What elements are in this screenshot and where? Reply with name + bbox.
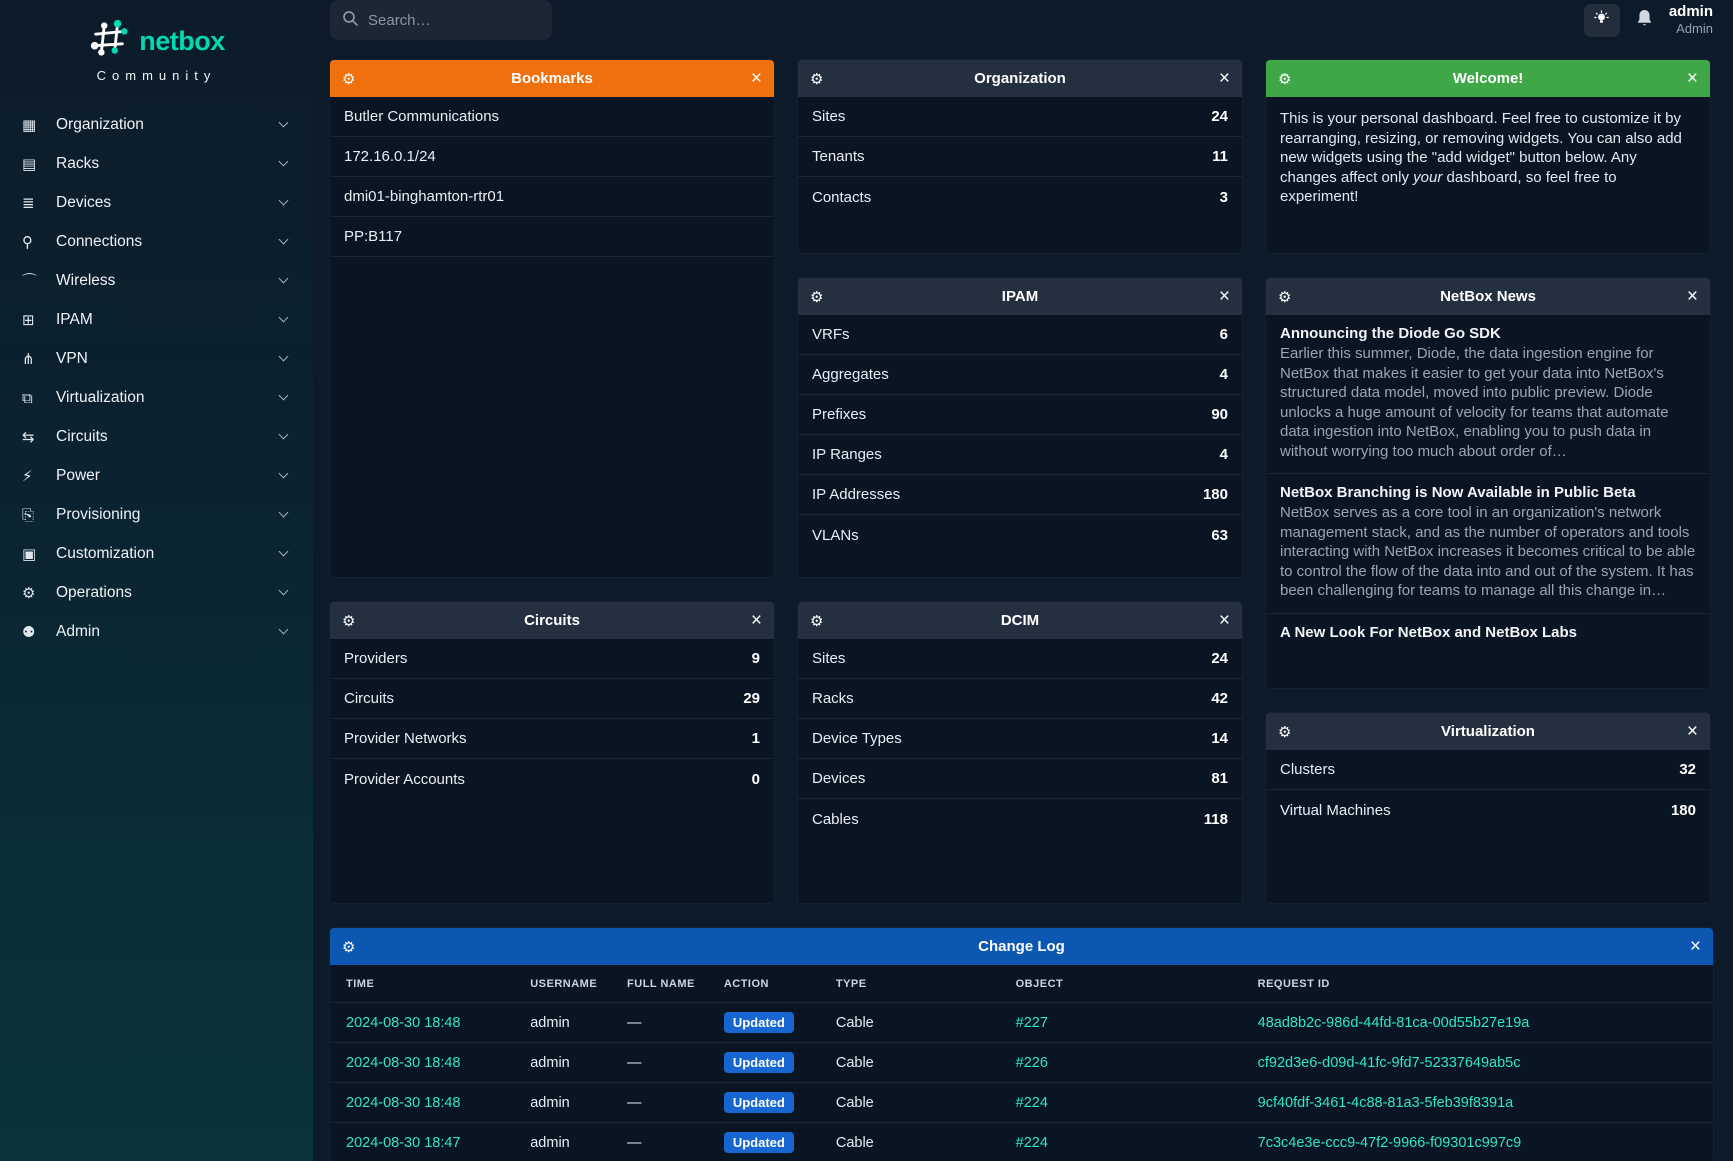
changelog-fullname: — bbox=[619, 1123, 716, 1161]
stat-row[interactable] bbox=[798, 177, 1242, 217]
chevron-down-icon bbox=[279, 508, 289, 518]
changelog-type: Cable bbox=[828, 1003, 1008, 1043]
organization-icon: ▦ bbox=[22, 115, 37, 134]
provisioning-icon: ⎘ bbox=[22, 505, 35, 524]
sidebar-item-devices[interactable] bbox=[0, 183, 313, 222]
stat-value: 4 bbox=[1219, 366, 1228, 383]
changelog-type: Cable bbox=[828, 1083, 1008, 1123]
changelog-object-link[interactable]: #224 bbox=[1015, 1134, 1048, 1151]
chevron-down-icon bbox=[279, 274, 289, 284]
changelog-request-id-link[interactable]: 9cf40fdf-3461-4c88-81a3-5feb39f8391a bbox=[1257, 1094, 1514, 1111]
bookmark-item[interactable]: dmi01-binghamton-rtr01 bbox=[330, 177, 774, 217]
gear-icon[interactable]: ⚙ bbox=[810, 611, 824, 630]
dcim-stats bbox=[798, 639, 1242, 839]
chevron-down-icon bbox=[279, 625, 289, 635]
news-list bbox=[1266, 315, 1710, 655]
stat-row[interactable] bbox=[330, 679, 774, 719]
changelog-request-id-link[interactable]: 48ad8b2c-986d-44fd-81ca-00d55b27e19a bbox=[1257, 1014, 1530, 1031]
stat-label: VLANs bbox=[812, 526, 859, 544]
stat-value: 180 bbox=[1202, 486, 1228, 503]
gear-icon[interactable]: ⚙ bbox=[1278, 69, 1292, 88]
sidebar bbox=[0, 0, 313, 1161]
close-icon[interactable]: × bbox=[1218, 610, 1230, 631]
news-item-title[interactable]: A New Look For NetBox and NetBox Labs bbox=[1280, 623, 1577, 641]
changelog-row bbox=[330, 1083, 1713, 1123]
customization-icon: ▣ bbox=[22, 544, 37, 563]
stat-label: Circuits bbox=[344, 690, 395, 707]
news-item bbox=[1266, 315, 1710, 474]
changelog-time-link[interactable]: 2024-08-30 18:48 bbox=[346, 1054, 461, 1071]
organization-stats bbox=[798, 97, 1242, 217]
sidebar-item-ipam[interactable] bbox=[0, 300, 313, 339]
stat-row[interactable] bbox=[798, 395, 1242, 435]
gear-icon[interactable]: ⚙ bbox=[342, 937, 356, 956]
widget-circuits-header bbox=[330, 602, 774, 639]
changelog-request-id-link[interactable]: 7c3c4e3e-ccc9-47f2-9966-f09301c997c9 bbox=[1257, 1134, 1522, 1151]
bookmark-item[interactable]: Butler Communications bbox=[330, 97, 774, 137]
stat-value: 81 bbox=[1211, 770, 1228, 787]
changelog-row bbox=[330, 1123, 1713, 1161]
stat-label: Clusters bbox=[1280, 761, 1336, 778]
stat-value: 24 bbox=[1211, 108, 1228, 125]
dashboard bbox=[313, 40, 1733, 1161]
widget-title: Organization bbox=[974, 70, 1066, 87]
lightbulb-icon bbox=[1593, 10, 1610, 30]
action-badge: Updated bbox=[724, 1092, 794, 1113]
sidebar-item-operations[interactable] bbox=[0, 573, 313, 612]
chevron-down-icon bbox=[279, 235, 289, 245]
stat-label: Providers bbox=[344, 650, 408, 667]
stat-value: 1 bbox=[751, 730, 760, 747]
stat-row[interactable] bbox=[330, 639, 774, 679]
changelog-username: admin bbox=[522, 1083, 619, 1123]
sidebar-item-power[interactable] bbox=[0, 456, 313, 495]
bookmarks-list bbox=[330, 97, 774, 257]
action-badge: Updated bbox=[724, 1132, 794, 1153]
widget-title: DCIM bbox=[1000, 612, 1040, 629]
stat-row[interactable] bbox=[798, 799, 1242, 839]
sidebar-item-label: Virtualization bbox=[56, 388, 145, 406]
stat-value: 9 bbox=[751, 650, 760, 667]
widget-title: Virtualization bbox=[1441, 723, 1535, 740]
changelog-time-link[interactable]: 2024-08-30 18:47 bbox=[346, 1134, 461, 1151]
changelog-object-link[interactable]: #227 bbox=[1015, 1014, 1048, 1031]
changelog-username: admin bbox=[522, 1003, 619, 1043]
widget-virtualization bbox=[1266, 713, 1710, 903]
stat-row[interactable] bbox=[798, 97, 1242, 137]
widget-bookmarks-header bbox=[330, 60, 774, 97]
chevron-down-icon bbox=[279, 313, 289, 323]
bell-icon bbox=[1636, 9, 1653, 31]
widget-organization-header bbox=[798, 60, 1242, 97]
changelog-fullname: — bbox=[619, 1043, 716, 1083]
changelog-column-header: FULL NAME bbox=[619, 965, 716, 1003]
connections-icon: ⚲ bbox=[22, 232, 33, 251]
news-item-body: NetBox serves as a core tool in an organization's network management stack, and as the number of operators and tools interacting with NetBox increases it becomes critical to be able to control the flow of the data into and out of the system. It has been challenging for teams to manage all this change in… bbox=[1280, 504, 1696, 599]
changelog-column-header: TIME bbox=[330, 965, 522, 1003]
stat-row[interactable] bbox=[330, 759, 774, 799]
light-mode-toggle-button[interactable] bbox=[1584, 4, 1620, 37]
sidebar-item-admin[interactable] bbox=[0, 612, 313, 651]
gear-icon[interactable]: ⚙ bbox=[810, 287, 824, 306]
stat-label: Provider Accounts bbox=[344, 770, 465, 788]
stat-value: 118 bbox=[1203, 810, 1228, 828]
changelog-column-header: REQUEST ID bbox=[1250, 965, 1713, 1003]
stat-value: 6 bbox=[1219, 326, 1228, 343]
widget-ipam bbox=[798, 278, 1242, 577]
sidebar-item-label: Devices bbox=[56, 193, 112, 211]
stat-row[interactable] bbox=[330, 719, 774, 759]
close-icon[interactable]: × bbox=[750, 68, 762, 89]
devices-icon: ≣ bbox=[22, 193, 35, 212]
stat-value: 180 bbox=[1670, 801, 1696, 819]
stat-label: VRFs bbox=[812, 326, 850, 343]
stat-row[interactable] bbox=[798, 435, 1242, 475]
user-menu[interactable] bbox=[1669, 3, 1713, 37]
widget-ipam-header bbox=[798, 278, 1242, 315]
close-icon[interactable]: × bbox=[1686, 68, 1698, 89]
stat-row[interactable] bbox=[1266, 790, 1710, 830]
changelog-table bbox=[330, 965, 1713, 1161]
stat-row[interactable] bbox=[798, 759, 1242, 799]
circuits-stats bbox=[330, 639, 774, 799]
sidebar-item-circuits[interactable] bbox=[0, 417, 313, 456]
widget-dcim bbox=[798, 602, 1242, 903]
sidebar-item-label: VPN bbox=[56, 349, 88, 367]
widget-title: Welcome! bbox=[1452, 70, 1524, 87]
changelog-column-header: ACTION bbox=[716, 965, 828, 1003]
widget-news-header bbox=[1266, 278, 1710, 315]
stat-label: Sites bbox=[812, 108, 846, 125]
search-icon bbox=[342, 10, 358, 31]
sidebar-item-label: Customization bbox=[56, 544, 155, 562]
sidebar-item-label: Racks bbox=[56, 154, 100, 172]
close-icon[interactable]: × bbox=[1686, 721, 1698, 742]
changelog-column-header: OBJECT bbox=[1008, 965, 1250, 1003]
widget-title: Circuits bbox=[524, 612, 580, 629]
stat-value: 29 bbox=[743, 690, 760, 707]
sidebar-item-label: Connections bbox=[56, 232, 143, 250]
chevron-down-icon bbox=[279, 157, 289, 167]
changelog-request-id-link[interactable]: cf92d3e6-d09d-41fc-9fd7-52337649ab5c bbox=[1257, 1054, 1521, 1071]
changelog-column-header: TYPE bbox=[828, 965, 1008, 1003]
stat-label: Devices bbox=[812, 770, 866, 787]
close-icon[interactable]: × bbox=[1686, 286, 1698, 307]
sidebar-item-organization[interactable] bbox=[0, 105, 313, 144]
news-item-title[interactable]: Announcing the Diode Go SDK bbox=[1280, 325, 1501, 342]
action-badge: Updated bbox=[724, 1052, 794, 1073]
chevron-down-icon bbox=[279, 196, 289, 206]
sidebar-item-connections[interactable] bbox=[0, 222, 313, 261]
stat-value: 11 bbox=[1212, 148, 1228, 165]
stat-label: Racks bbox=[812, 690, 854, 707]
stat-row[interactable] bbox=[798, 679, 1242, 719]
changelog-object-link[interactable]: #224 bbox=[1015, 1094, 1048, 1111]
close-icon[interactable]: × bbox=[750, 610, 762, 631]
stat-value: 24 bbox=[1211, 650, 1228, 667]
changelog-row bbox=[330, 1003, 1713, 1043]
stat-row[interactable] bbox=[798, 355, 1242, 395]
search-box[interactable] bbox=[330, 0, 552, 40]
close-icon[interactable]: × bbox=[1218, 68, 1230, 89]
sidebar-item-racks[interactable] bbox=[0, 144, 313, 183]
sidebar-item-label: Wireless bbox=[56, 271, 116, 289]
stat-label: Cables bbox=[812, 810, 859, 828]
widget-dcim-header bbox=[798, 602, 1242, 639]
user-role: Admin bbox=[1676, 21, 1713, 37]
chevron-down-icon bbox=[279, 118, 289, 128]
changelog-column-header: USERNAME bbox=[522, 965, 619, 1003]
widget-title: Bookmarks bbox=[511, 70, 593, 87]
sidebar-item-label: Operations bbox=[56, 583, 132, 601]
widget-netbox-news bbox=[1266, 278, 1710, 688]
admin-icon: ⚉ bbox=[22, 622, 36, 641]
racks-icon: ▤ bbox=[22, 154, 37, 173]
stat-label: Tenants bbox=[812, 148, 865, 165]
widget-title: IPAM bbox=[1001, 288, 1039, 305]
chevron-down-icon bbox=[279, 586, 289, 596]
bookmark-item[interactable]: PP:B117 bbox=[330, 217, 774, 257]
chevron-down-icon bbox=[279, 391, 289, 401]
changelog-object-link[interactable]: #226 bbox=[1015, 1054, 1048, 1071]
ipam-icon: ⊞ bbox=[22, 310, 35, 329]
sidebar-item-label: Circuits bbox=[56, 427, 108, 445]
gear-icon[interactable]: ⚙ bbox=[810, 69, 824, 88]
action-badge: Updated bbox=[724, 1012, 794, 1033]
changelog-header-row bbox=[330, 965, 1713, 1003]
news-item bbox=[1266, 474, 1710, 614]
stat-value: 32 bbox=[1679, 761, 1696, 778]
stat-value: 3 bbox=[1219, 188, 1228, 206]
stat-label: Provider Networks bbox=[344, 730, 467, 747]
stat-label: IP Ranges bbox=[812, 446, 882, 463]
widget-title: NetBox News bbox=[1440, 288, 1536, 305]
stat-value: 14 bbox=[1211, 730, 1228, 747]
stat-label: Device Types bbox=[812, 730, 902, 747]
operations-icon: ⚙ bbox=[22, 583, 36, 602]
widget-virtualization-header bbox=[1266, 713, 1710, 750]
brand-name: netbox bbox=[139, 26, 225, 56]
widget-changelog-header bbox=[330, 928, 1713, 965]
stat-label: Sites bbox=[812, 650, 846, 667]
news-item-title[interactable]: NetBox Branching is Now Available in Public Beta bbox=[1280, 484, 1636, 501]
sidebar-item-label: Power bbox=[56, 466, 100, 484]
stat-label: Contacts bbox=[812, 188, 872, 206]
changelog-row bbox=[330, 1043, 1713, 1083]
sidebar-item-label: Organization bbox=[56, 115, 144, 133]
netbox-logo-icon bbox=[88, 18, 130, 65]
news-item bbox=[1266, 614, 1710, 655]
notifications-button[interactable] bbox=[1636, 9, 1653, 31]
close-icon[interactable]: × bbox=[1689, 936, 1701, 957]
changelog-username: admin bbox=[522, 1043, 619, 1083]
changelog-username: admin bbox=[522, 1123, 619, 1161]
brand-edition: Community bbox=[96, 68, 217, 83]
chevron-down-icon bbox=[279, 469, 289, 479]
ipam-stats bbox=[798, 315, 1242, 555]
widget-welcome-header bbox=[1266, 60, 1710, 97]
stat-value: 4 bbox=[1219, 446, 1228, 463]
stat-value: 90 bbox=[1211, 406, 1228, 423]
search-input[interactable] bbox=[368, 12, 528, 29]
chevron-down-icon bbox=[279, 430, 289, 440]
news-item-body: Earlier this summer, Diode, the data ingestion engine for NetBox that makes it easier to get your data into NetBox's structured data model, moved into public preview. Diode unlocks a huge amount of velocity for teams that automate data ingestion into NetBox, enabling you to push data in without worrying too much about order of… bbox=[1280, 345, 1669, 460]
virtualization-icon: ⧉ bbox=[22, 388, 33, 407]
power-icon: ⚡ bbox=[22, 466, 33, 485]
virtualization-stats bbox=[1266, 750, 1710, 830]
wireless-icon: ⌒ bbox=[22, 272, 38, 290]
stat-label: Aggregates bbox=[812, 366, 889, 383]
sidebar-item-vpn[interactable] bbox=[0, 339, 313, 378]
changelog-type: Cable bbox=[828, 1123, 1008, 1161]
stat-row[interactable] bbox=[798, 137, 1242, 177]
brand-logo[interactable] bbox=[0, 12, 313, 85]
widget-bookmarks bbox=[330, 60, 774, 577]
user-name: admin bbox=[1668, 3, 1713, 21]
gear-icon[interactable]: ⚙ bbox=[1278, 287, 1292, 306]
changelog-time-link[interactable]: 2024-08-30 18:48 bbox=[346, 1094, 461, 1111]
topbar bbox=[313, 0, 1733, 40]
circuits-icon: ⇆ bbox=[22, 427, 35, 446]
sidebar-item-label: IPAM bbox=[56, 310, 93, 328]
sidebar-item-label: Admin bbox=[56, 622, 100, 640]
sidebar-menu bbox=[0, 105, 313, 651]
vpn-icon: ⋔ bbox=[22, 349, 35, 368]
stat-label: Virtual Machines bbox=[1280, 801, 1391, 819]
stat-row[interactable] bbox=[798, 475, 1242, 515]
changelog-fullname: — bbox=[619, 1003, 716, 1043]
stat-row[interactable] bbox=[798, 719, 1242, 759]
gear-icon[interactable]: ⚙ bbox=[1278, 722, 1292, 741]
close-icon[interactable]: × bbox=[1218, 286, 1230, 307]
changelog-body bbox=[330, 1003, 1713, 1161]
sidebar-item-customization[interactable] bbox=[0, 534, 313, 573]
stat-row[interactable] bbox=[798, 639, 1242, 679]
stat-value: 42 bbox=[1211, 690, 1228, 707]
stat-value: 0 bbox=[751, 770, 760, 788]
widget-welcome bbox=[1266, 60, 1710, 253]
stat-label: IP Addresses bbox=[812, 486, 901, 503]
stat-row[interactable] bbox=[798, 515, 1242, 555]
stat-row[interactable] bbox=[798, 315, 1242, 355]
sidebar-item-label: Provisioning bbox=[56, 505, 141, 523]
welcome-text: This is your personal dashboard. Feel free to customize it by rearranging, resizing, or removing widgets. You can also add new widgets using the "add widget" button below. Any changes affect only your dashboard, so feel free to experiment! bbox=[1280, 110, 1682, 205]
stat-row[interactable] bbox=[1266, 750, 1710, 790]
sidebar-item-wireless[interactable] bbox=[0, 261, 313, 300]
widget-title: Change Log bbox=[978, 938, 1065, 955]
widget-changelog bbox=[330, 928, 1713, 1161]
widget-circuits bbox=[330, 602, 774, 903]
changelog-type: Cable bbox=[828, 1043, 1008, 1083]
chevron-down-icon bbox=[279, 352, 289, 362]
stat-label: Prefixes bbox=[812, 406, 867, 423]
changelog-time-link[interactable]: 2024-08-30 18:48 bbox=[346, 1014, 461, 1031]
gear-icon[interactable]: ⚙ bbox=[342, 69, 356, 88]
stat-value: 63 bbox=[1211, 526, 1228, 544]
sidebar-item-provisioning[interactable] bbox=[0, 495, 313, 534]
gear-icon[interactable]: ⚙ bbox=[342, 611, 356, 630]
changelog-fullname: — bbox=[619, 1083, 716, 1123]
bookmark-item[interactable]: 172.16.0.1/24 bbox=[330, 137, 774, 177]
widget-organization bbox=[798, 60, 1242, 253]
chevron-down-icon bbox=[279, 547, 289, 557]
sidebar-item-virtualization[interactable] bbox=[0, 378, 313, 417]
